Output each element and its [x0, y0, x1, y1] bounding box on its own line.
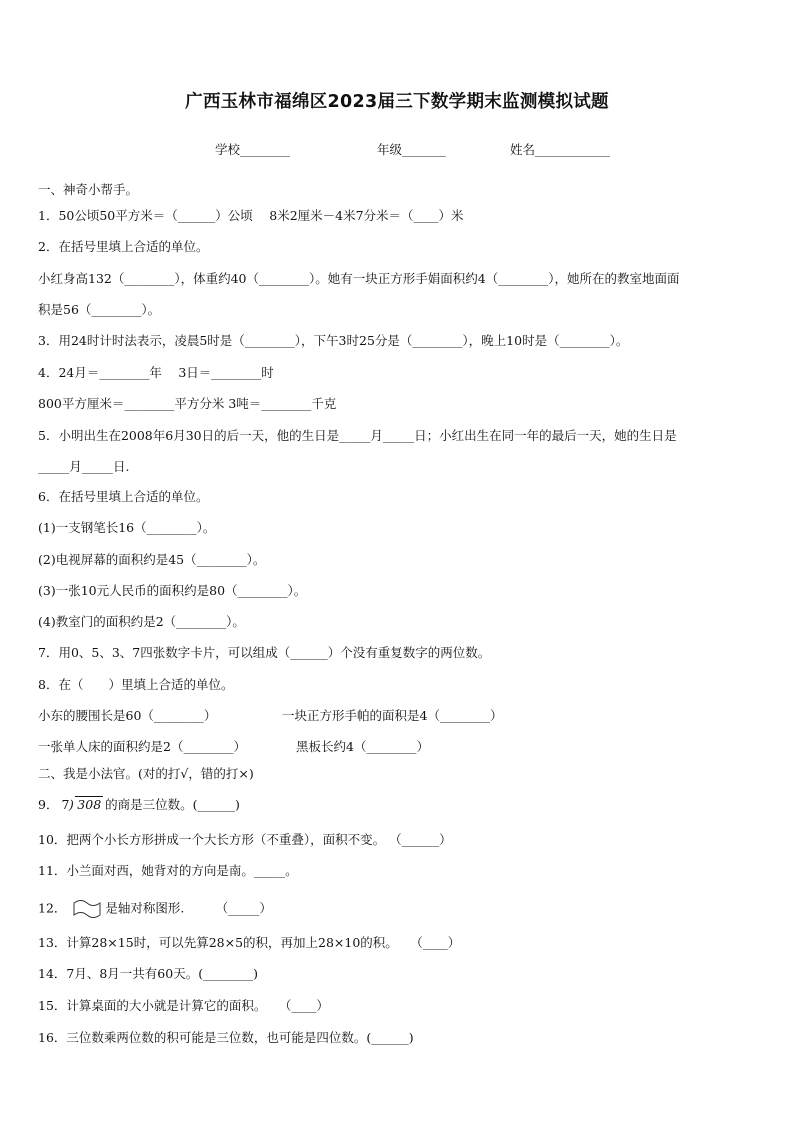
wave-shape-icon: [72, 899, 102, 919]
question-4-line-b: 800平方厘米＝________平方分米 3吨＝________千克: [38, 396, 337, 411]
school-field: 学校________: [215, 142, 291, 157]
question-11: 11．小兰面对西，她背对的方向是南。_____。: [38, 863, 298, 878]
question-5-line-b: _____月_____日.: [38, 459, 130, 474]
division-divisor: 7: [61, 797, 70, 812]
question-1: 1．50公顷50平方米＝（______）公顷 8米2厘米－4米7分米＝（____）米: [38, 208, 464, 223]
question-15: 15．计算桌面的大小就是计算它的面积。 （____）: [38, 998, 329, 1013]
question-2-line-a: 小红身高132（________），体重约40（________）。她有一块正方形手娟面积约4（________），她所在的教室地面面: [38, 271, 680, 286]
question-4-line-a: 4．24月＝________年 3日＝________时: [38, 365, 274, 380]
grade-field: 年级_______: [377, 142, 446, 157]
question-3: 3．用24时计时法表示，凌晨5时是（________），下午3时25分是（________），晚上10时是（________）。: [38, 333, 629, 348]
page-title: 广西玉林市福绵区2023届三下数学期末监测模拟试题: [185, 92, 609, 112]
question-8-item-a2: 一块正方形手帕的面积是4（________）: [282, 708, 503, 723]
question-13: 13．计算28×15时，可以先算28×5的积，再加上28×10的积。 （____）: [38, 935, 461, 950]
question-2-line-b: 积是56（________）。: [38, 302, 161, 317]
section-heading-2: 二、我是小法官。(对的打√，错的打×): [38, 766, 254, 781]
question-6: 6．在括号里填上合适的单位。: [38, 489, 209, 504]
question-6-item-3: (3)一张10元人民币的面积约是80（________）。: [38, 583, 307, 598]
question-10: 10．把两个小长方形拼成一个大长方形（不重叠），面积不变。 （______）: [38, 832, 452, 847]
question-9-number: 9．: [38, 797, 59, 812]
division-dividend: 308: [77, 797, 102, 812]
question-9-text: 的商是三位数。(______): [105, 797, 240, 812]
name-field: 姓名____________: [510, 142, 611, 157]
question-12-number: 12．: [38, 900, 67, 916]
question-8-item-a1: 小东的腰围长是60（________）: [38, 708, 217, 723]
division-bracket-icon: ): [67, 797, 76, 812]
question-6-item-4: (4)教室门的面积约是2（________）。: [38, 614, 245, 629]
question-5-line-a: 5．小明出生在2008年6月30日的后一天，他的生日是_____月_____日；小红出生在同一年的最后一天，她的生日是: [38, 428, 677, 443]
question-2: 2．在括号里填上合适的单位。: [38, 239, 209, 254]
section-heading-1: 一、神奇小帮手。: [38, 182, 139, 197]
question-9: [38, 796, 240, 813]
question-16: 16．三位数乘两位数的积可能是三位数，也可能是四位数。(______): [38, 1030, 414, 1045]
question-8-item-b1: 一张单人床的面积约是2（________）: [38, 739, 246, 754]
question-14: 14．7月、8月一共有60天。(________): [38, 966, 258, 981]
question-6-item-2: (2)电视屏幕的面积约是45（________）。: [38, 552, 266, 567]
question-7: 7．用0、5、3、7四张数字卡片，可以组成（______）个没有重复数字的两位数。: [38, 645, 491, 660]
question-12: [38, 899, 272, 919]
question-8: 8．在（ ）里填上合适的单位。: [38, 677, 234, 692]
question-6-item-1: (1)一支钢笔长16（________）。: [38, 520, 216, 535]
question-12-text: 是轴对称图形. （_____）: [105, 900, 272, 916]
question-8-item-b2: 黑板长约4（________）: [296, 739, 429, 754]
long-division-symbol: [61, 796, 103, 813]
